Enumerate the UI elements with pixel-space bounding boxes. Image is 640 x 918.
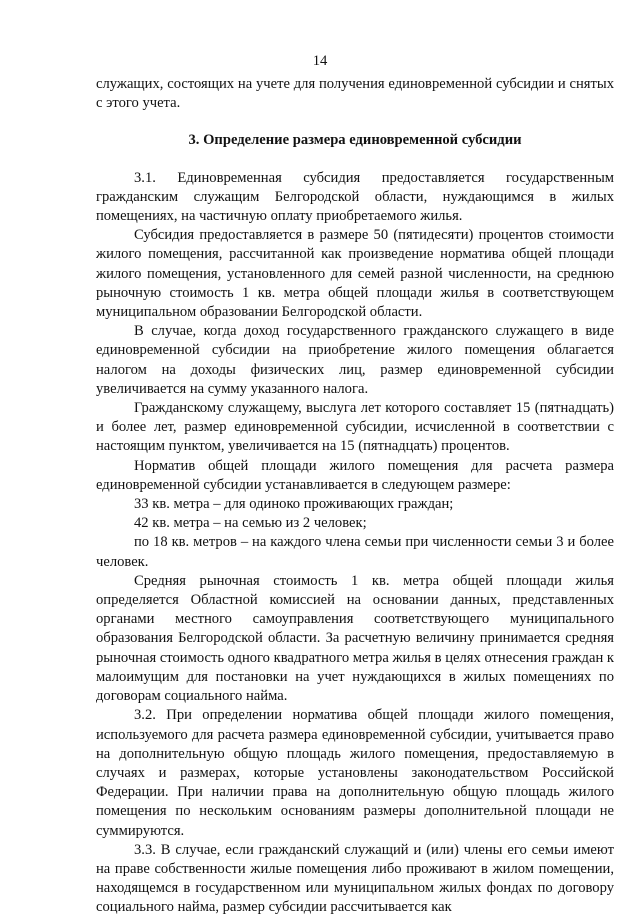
- paragraph-tax: В случае, когда доход государственного гражданского служащего в виде единовременной субсидии на приобретение жилого помещения облагается налогом на доходы физических лиц, размер единовременной субсидии увеличивается на сумму указанного налога.: [96, 323, 614, 397]
- list-item-three-plus: по 18 кв. метров – на каждого члена семьи при численности семьи 3 и более человек.: [96, 534, 614, 570]
- paragraph-continuation: служащих, состоящих на учете для получения единовременной субсидии и снятых с этого учета.: [96, 76, 614, 112]
- paragraph-service-length: Гражданскому служащему, выслуга лет которого составляет 15 (пятнадцать) и более лет, размер единовременной субсидии, исчисленной в соответствии с настоящим пунктом, увеличивается на 15 (пятнадцать) процентов.: [96, 400, 614, 455]
- list-item-two: 42 кв. метра – на семью из 2 человек;: [134, 515, 367, 532]
- paragraph-3-1: 3.1. Единовременная субсидия предоставляется государственным гражданским служащим Белгородской области, нуждающимся в жилых помещениях, на частичную оплату приобретаемого жилья.: [96, 169, 614, 225]
- paragraph-subsidy-size: Субсидия предоставляется в размере 50 (пятидесяти) процентов стоимости жилого помещения, рассчитанной как произведение норматива общей площади жилого помещения, установленного для семей разной численности, на среднюю рыночную стоимость 1 кв. метра общей площади жилья в соответствующем муниципальном образовании Белгородской области.: [96, 227, 614, 321]
- list-item-single: 33 кв. метра – для одиноко проживающих граждан;: [134, 496, 454, 513]
- paragraph-market-price: Средняя рыночная стоимость 1 кв. метра общей площади жилья определяется Областной комиссией на основании данных, представленных органами местного самоуправления соответствующего муниципального образования Белгородской области. За расчетную величину принимается средняя рыночная стоимость одного квадратного метра жилья в целях отнесения граждан к малоимущим для постановки на учет нуждающихся в жилых помещениях по договорам социального найма.: [96, 572, 614, 705]
- page-number: 14: [312, 53, 328, 69]
- paragraph-3-2: 3.2. При определении норматива общей площади жилого помещения, используемого для расчета размера единовременной субсидии, учитывается право на дополнительную общую площадь жилого помещения, предоставляемую в случаях и размерах, которые установлены законодательством Российской Федерации. При наличии права на дополнительную общую площадь жилого помещения по нескольким основаниям размеры дополнительной площади не суммируются.: [96, 707, 614, 839]
- paragraph-norm: Норматив общей площади жилого помещения для расчета размера единовременной субсидии устанавливается в следующем размере:: [96, 457, 614, 493]
- section-heading: 3. Определение размера единовременной субсидии: [188, 132, 522, 149]
- paragraph-3-3: 3.3. В случае, если гражданский служащий и (или) члены его семьи имеют на праве собственности жилые помещения либо проживают в жилом помещении, находящемся в государственном или муниципальном жилых фондах по договору социального найма, размер субсидии рассчитывается как: [96, 841, 614, 916]
- document-body: [96, 75, 614, 918]
